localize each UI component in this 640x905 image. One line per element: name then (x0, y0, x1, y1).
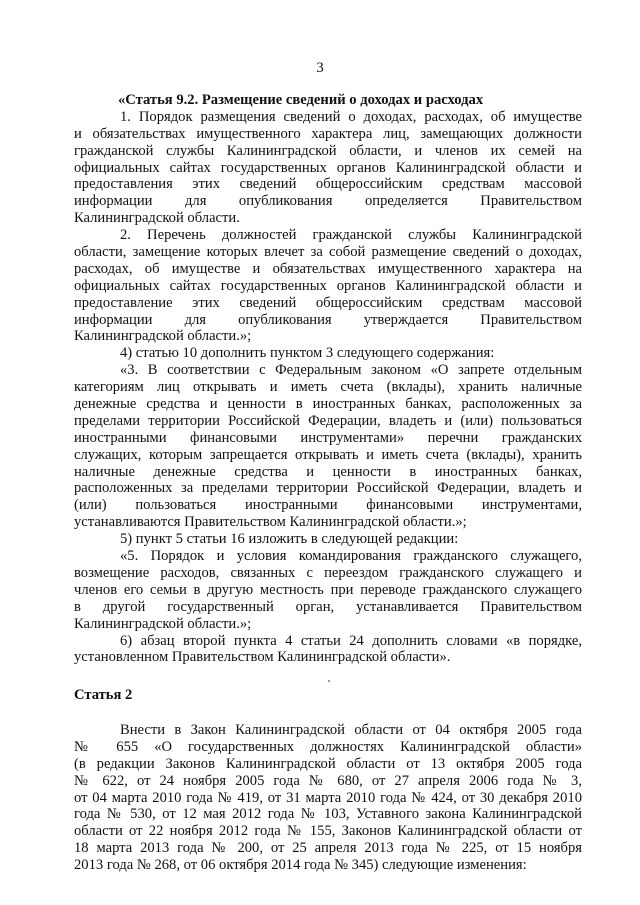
para2-line: предоставление этих сведений общероссийским средствам массовой (74, 294, 582, 311)
amendment-5-line: возмещение расходов, связанных с переездом гражданского служащего и (74, 564, 582, 581)
amendment-5-line: «5. Порядок и условия командирования гражданского служащего, (120, 548, 582, 565)
amendment-4-line: устанавливаются Правительством Калининградской области.»; (74, 514, 467, 531)
article-2-line: области от 22 ноября 2012 года № 155, Законов Калининградской области от (74, 823, 582, 840)
article-2-heading-block (74, 687, 582, 704)
article-2-line: от 04 марта 2010 года № 419, от 31 марта 2010 года № 424, от 30 декабря 2010 (74, 789, 582, 806)
amendment-5-line: членов его семьи в другую местность при переводе гражданского служащего (74, 581, 582, 598)
page-number: 3 (316, 60, 324, 76)
amendment-4-line: «3. В соответствии с Федеральным законом «О запрете отдельным (120, 362, 582, 379)
article-9-2-section (74, 92, 582, 666)
amendment-6-line: установленном Правительством Калининградской области». (74, 649, 451, 666)
amendment-4-line: расположенных за пределами территории Российской Федерации, владеть и (74, 480, 582, 497)
para1-line: предоставления этих сведений общероссийским средствам массовой (74, 176, 582, 193)
amendment-4-line: иностранными финансовыми инструментами» перечни гражданских (74, 429, 582, 446)
amendment-4-line: категориям лиц открывать и иметь счета (вклады), хранить наличные (74, 379, 582, 396)
article-9-2-heading: «Статья 9.2. Размещение сведений о доходах и расходах (118, 92, 484, 108)
article-2-line: № 655 «О государственных должностях Калининградской области» (74, 738, 582, 755)
amendment-4-line: денежные средства и ценности в иностранных банках, расположенных за (74, 396, 582, 413)
article-2-line: Внести в Закон Калининградской области от 04 октября 2005 года (120, 722, 582, 738)
article-2-body (74, 722, 582, 874)
amendment-4-intro: 4) статью 10 дополнить пунктом 3 следующего содержания: (120, 345, 495, 362)
para1-line: официальных сайтах государственных органов Калининградской области и (74, 159, 582, 176)
amendment-5-line: Калининградской области.»; (74, 615, 252, 632)
amendment-5-intro: 5) пункт 5 статьи 16 изложить в следующей редакции: (120, 531, 459, 548)
amendment-4-line: пределами территории Российской Федерации, владеть и (или) пользоваться (74, 412, 582, 429)
article-2-line: 18 марта 2013 года № 200, от 25 апреля 2013 года № 225, от 15 ноября (74, 840, 582, 857)
para1-line: гражданской службы Калининградской области, и членов их семей на (74, 142, 582, 159)
article-2-heading: Статья 2 (74, 687, 133, 703)
para1-line: Калининградской области. (74, 210, 240, 227)
article-2-line: года № 530, от 12 мая 2012 года № 103, Уставного закона Калининградской (74, 806, 582, 823)
amendment-4-line: (или) пользоваться иностранными финансовыми инструментами, (74, 497, 582, 514)
para2-line: расходах, об имуществе и обязательствах имущественного характера на (74, 260, 582, 277)
amendment-4-line: служащих, которым запрещается открывать и иметь счета (вклады), хранить (74, 446, 582, 463)
amendment-6-line: 6) абзац второй пункта 4 статьи 24 дополнить словами «в порядке, (120, 632, 582, 649)
amendment-4-line: наличные денежные средства и ценности в иностранных банках, (74, 463, 582, 480)
para2-line: информации для опубликования утверждается Правительством (74, 311, 582, 328)
para2-line: 2. Перечень должностей гражданской службы Калининградской (120, 227, 582, 244)
article-2-line: 2013 года № 268, от 06 октября 2014 года № 345) следующие изменения: (74, 857, 527, 874)
article-2-line: № 622, от 24 ноября 2005 года № 680, от 27 апреля 2006 года № 3, (74, 772, 582, 789)
article-2-line: (в редакции Законов Калининградской области от 13 октября 2005 года (74, 755, 582, 772)
para2-line: области, замещение которых влечет за собой размещение сведений о доходах, (74, 244, 582, 261)
scan-dot (328, 680, 330, 682)
para1-line: 1. Порядок размещения сведений о доходах, расходах, об имуществе (120, 108, 582, 125)
para1-line: информации для опубликования определяется Правительством (74, 193, 582, 210)
para1-line: и обязательствах имущественного характера лиц, замещающих должности (74, 125, 582, 142)
para2-line: официальных сайтах государственных органов Калининградской области и (74, 277, 582, 294)
amendment-5-line: в другой государственный орган, устанавливается Правительством (74, 598, 582, 615)
para2-line: Калининградской области.»; (74, 328, 252, 345)
